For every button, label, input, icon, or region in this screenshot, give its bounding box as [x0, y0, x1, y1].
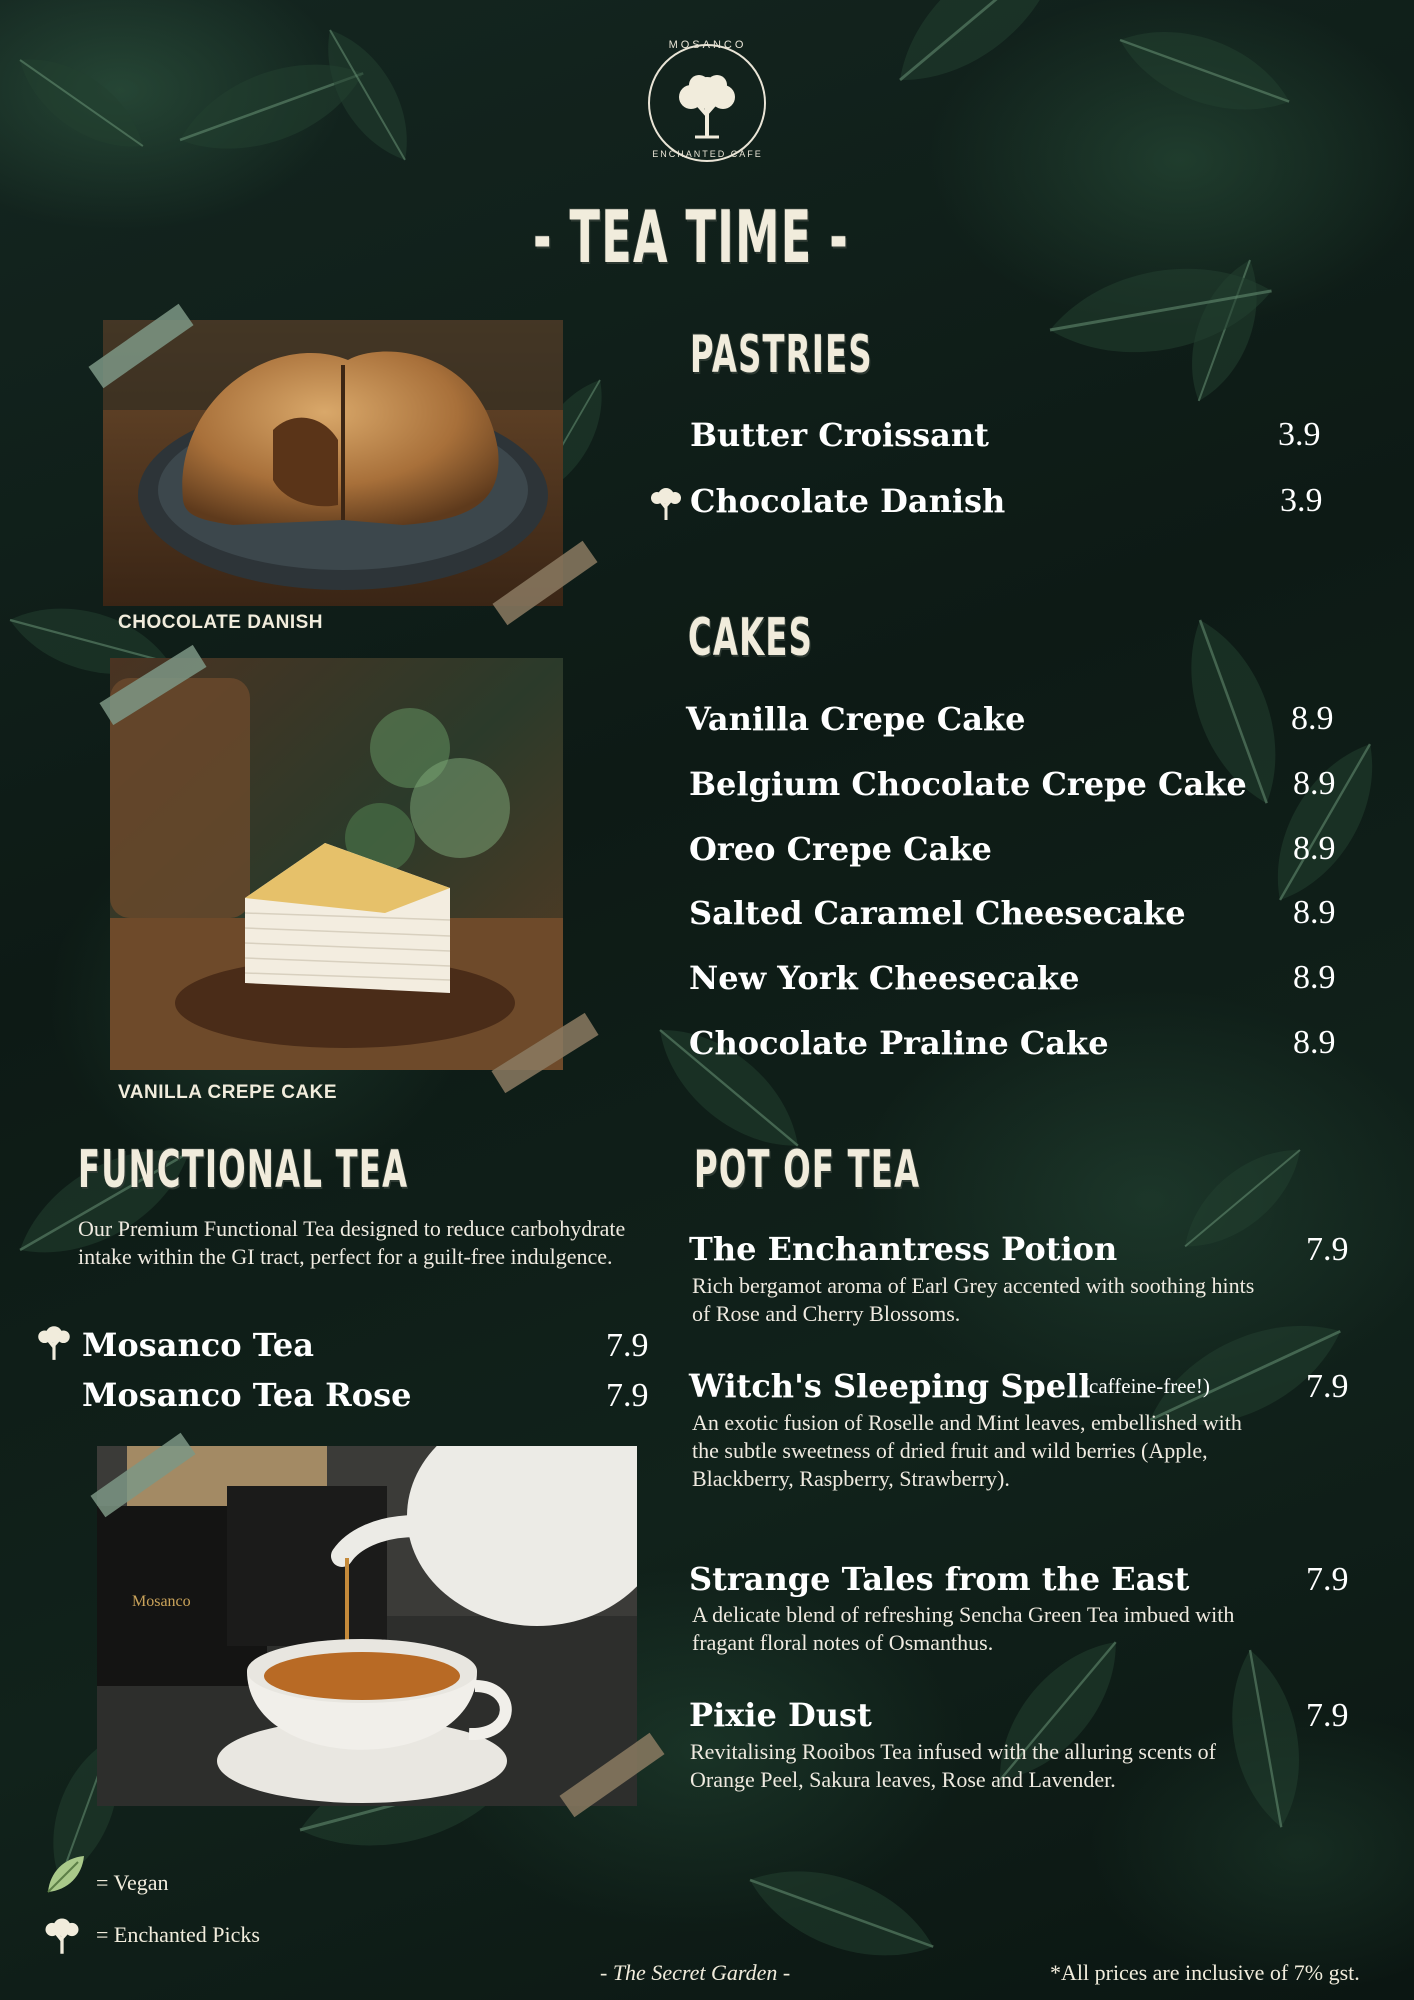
menu-item-price: 7.9 [606, 1327, 649, 1364]
leaf-icon [42, 1852, 88, 1898]
tree-icon [40, 1914, 84, 1956]
menu-item-description: Rich bergamot aroma of Earl Grey accented with soothing hints of Rose and Cherry Blossoms. [692, 1273, 1255, 1326]
vanilla-crepe-photo [110, 658, 563, 1070]
menu-item-name: Pixie Dust [689, 1696, 872, 1734]
menu-item-price: 8.9 [1293, 765, 1336, 802]
menu-item-price: 7.9 [1306, 1561, 1349, 1598]
pot-of-tea-heading: POT OF TEA [694, 1140, 921, 1200]
teapot-photo [97, 1446, 637, 1806]
menu-item-name: Strange Tales from the East [689, 1560, 1190, 1598]
menu-item-price: 8.9 [1293, 894, 1336, 931]
menu-item-price: 7.9 [1306, 1231, 1349, 1268]
box-brand-label: Mosanco [132, 1593, 191, 1610]
menu-item-name: Mosanco Tea Rose [82, 1376, 412, 1414]
page-title: - TEA TIME - [533, 195, 850, 279]
tree-icon [33, 1322, 75, 1362]
cafe-logo [645, 35, 770, 170]
menu-item-price: 3.9 [1280, 482, 1323, 519]
menu-item-name: New York Cheesecake [689, 959, 1080, 997]
vanilla-crepe-caption: VANILLA CREPE CAKE [118, 1082, 338, 1103]
menu-item-price: 3.9 [1278, 416, 1321, 453]
menu-item-description: A delicate blend of refreshing Sencha Green Tea imbued with fragant floral notes of Osmanthus. [692, 1602, 1235, 1655]
menu-item-name: Chocolate Praline Cake [689, 1024, 1109, 1062]
menu-item-price: 8.9 [1291, 700, 1334, 737]
logo-tagline: ENCHANTED CAFE [652, 149, 763, 159]
tree-icon [646, 484, 686, 522]
caffeine-free-note: (caffeine-free!) [1082, 1374, 1210, 1398]
menu-item-price: 7.9 [606, 1377, 649, 1414]
menu-item-price: 8.9 [1293, 959, 1336, 996]
chocolate-danish-caption: CHOCOLATE DANISH [118, 612, 324, 633]
menu-item-name: The Enchantress Potion [689, 1230, 1118, 1268]
menu-item-price: 7.9 [1306, 1368, 1349, 1405]
menu-item-name: Oreo Crepe Cake [689, 830, 992, 868]
menu-item-price: 8.9 [1293, 1024, 1336, 1061]
pastries-heading: PASTRIES [690, 325, 873, 385]
menu-item-name: Belgium Chocolate Crepe Cake [689, 765, 1247, 803]
menu-item-description: Revitalising Rooibos Tea infused with the alluring scents of Orange Peel, Sakura leaves, Rose and Lavender. [690, 1739, 1216, 1792]
logo-brand: MOSANCO [668, 39, 747, 51]
chocolate-danish-photo [103, 320, 563, 606]
menu-item-name: Salted Caramel Cheesecake [689, 894, 1186, 932]
footer-center: - The Secret Garden - [600, 1960, 791, 1985]
menu-item-name: Chocolate Danish [690, 482, 1006, 520]
menu-item-price: 7.9 [1306, 1697, 1349, 1734]
legend-vegan: = Vegan [96, 1870, 169, 1895]
menu-item-price: 8.9 [1293, 830, 1336, 867]
cakes-heading: CAKES [688, 608, 814, 668]
footer-gst-note: *All prices are inclusive of 7% gst. [1050, 1960, 1360, 1985]
legend-enchanted-picks: = Enchanted Picks [96, 1922, 260, 1947]
menu-item-name: Vanilla Crepe Cake [686, 700, 1026, 738]
menu-item-name: Witch's Sleeping Spell [689, 1367, 1091, 1405]
functional-tea-description: Our Premium Functional Tea designed to reduce carbohydrate intake within the GI tract, perfect for a guilt-free indulgence. [78, 1216, 626, 1269]
menu-item-name: Butter Croissant [690, 416, 989, 454]
menu-item-name: Mosanco Tea [82, 1326, 314, 1364]
menu-item-description: An exotic fusion of Roselle and Mint leaves, embellished with the subtle sweetness of dried fruit and wild berries (Apple, Blackberry, Raspberry, Strawberry). [692, 1410, 1242, 1491]
functional-tea-heading: FUNCTIONAL TEA [78, 1140, 409, 1200]
